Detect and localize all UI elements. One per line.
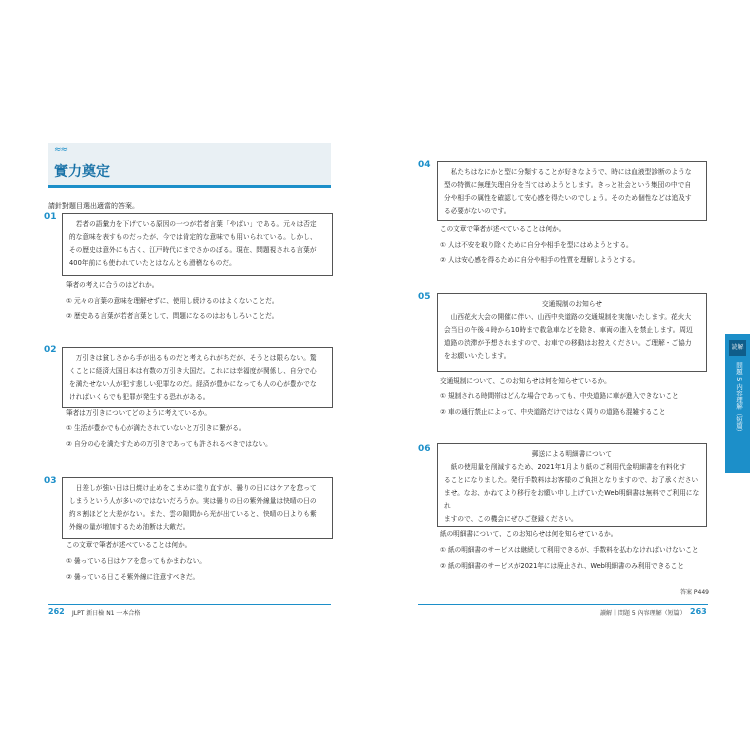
- passage-line: その歴史は意外にも古く、江戸時代にまでさかのぼる。現在、問題視される言葉が: [69, 246, 317, 254]
- passage-line: ければいくらでも犯罪が発生する恐れがある。: [69, 393, 210, 401]
- passage-line: 万引きは貧しさから手が出るものだと考えられがちだが、そうとは限らない。驚: [69, 354, 317, 362]
- passage-line: しまうという人が多いのではないだろうか。実は曇りの日の紫外線量は快晴の日の: [69, 497, 317, 505]
- option-1: ① 人は不安を取り除くために自分や相手を型にはめようとする。: [440, 241, 633, 249]
- answer-reference: 答案 P449: [680, 589, 709, 596]
- question-text: 交通規制について、このお知らせは何を知らせているか。: [440, 377, 611, 385]
- option-1: ① 曇っている日はケアを怠ってもかまわない。: [66, 557, 206, 565]
- question-text: この文章で筆者が述べていることは何か。: [440, 225, 566, 233]
- question-text: 筆者は万引きについてどのように考えているか。: [66, 409, 211, 417]
- question-text: 筆者の考えに合うのはどれか。: [66, 281, 159, 289]
- notice-box: [437, 293, 707, 372]
- book-title: JLPT 新日檢 N1 一本合格: [72, 610, 141, 617]
- passage-line: 約８割ほどと大差がない。また、雲の隙間から光が出ていると、快晴の日よりも紫: [69, 510, 317, 518]
- option-1: ① 生活が豊かでも心が満たされていないと万引きに繋がる。: [66, 424, 246, 432]
- option-2: ② 自分の心を満たすための万引きであっても許されるべきではない。: [66, 440, 272, 448]
- passage-line: 私たちはなにかと型に分類することが好きなようで、時には血液型診断のような: [444, 168, 692, 176]
- passage-line: ることになりました。発行手数料はお客様のご負担となりますので、お了承ください: [444, 476, 699, 484]
- passage-line: 的な意味を表すものだったが、今では肯定的な意味でも用いられている。しかし、: [69, 233, 317, 241]
- question-number: 06: [418, 444, 431, 454]
- option-1: ① 元々の言葉の意味を理解せずに、使用し続けるのはよくないことだ。: [66, 297, 279, 305]
- question-number: 05: [418, 292, 431, 302]
- instructions: 請針對題目選出適當的答案。: [48, 202, 139, 210]
- chapter-tab-label: 読解: [729, 340, 746, 356]
- passage-line: 日差しが強い日は日焼け止めをこまめに塗り直すが、曇りの日にはケアを怠って: [69, 484, 317, 492]
- question-text: 紙の明細書について、このお知らせは何を知らせているか。: [440, 530, 618, 538]
- page-number-right: 263: [690, 607, 707, 616]
- passage-line: 分や相手の属性を確認して安心感を得たいのでしょう。そのため個性などは追及す: [444, 194, 692, 202]
- section-title: 讀解｜問題 5 內容理解（短篇）: [600, 610, 686, 617]
- question-number: 02: [44, 345, 57, 355]
- passage-line: 山西花火大会の開催に伴い、山西中央道路の交通規制を実施いたします。花火大: [444, 313, 692, 321]
- option-1: ① 紙の明細書のサービスは継続して利用できるが、手数料を払わなければいけないこと: [440, 546, 699, 554]
- passage-line: 会当日の午後４時から10時まで救急車などを除き、車両の進入を禁止します。周辺: [444, 326, 693, 334]
- notice-box: [437, 443, 707, 527]
- passage-box: [437, 161, 707, 221]
- passage-box: [62, 213, 333, 276]
- passage-line: をお願いいたします。: [444, 352, 511, 360]
- passage-line: 紙の使用量を削減するため、2021年1月より紙のご利用代金明細書を有料化す: [444, 463, 687, 471]
- passage-line: くことに経済大国日本は有数の万引き大国だ。これには幸福度が関係し、自分で心: [69, 367, 317, 375]
- footer-rule: [48, 604, 331, 605]
- passage-line: る必要がないのです。: [444, 207, 511, 215]
- question-number: 01: [44, 212, 57, 222]
- passage-box: [62, 477, 333, 539]
- page-title: 實力奠定: [54, 164, 110, 180]
- question-number: 03: [44, 476, 57, 486]
- passage-line: を満たせない人が犯す悲しい犯罪なのだ。経済が豊かになっても人の心が豊かでな: [69, 380, 317, 388]
- passage-line: ませ。なお、かねてより移行をお願い申し上げていたWeb明細書は無料でご利用になれ: [444, 489, 700, 510]
- passage-line: ますので、この機会にぜひご登録ください。: [444, 515, 578, 523]
- option-2: ② 人は安心感を得るために自分や相手の性質を理解しようとする。: [440, 256, 640, 264]
- notice-title: 交通規制のお知らせ: [541, 300, 603, 308]
- option-2: ② 歴史ある言葉が若者言葉として、問題になるのはおもしろいことだ。: [66, 312, 279, 320]
- chapter-tab-text: 問題 5 内容理解（短篇）: [735, 362, 743, 436]
- option-1: ① 規制される時間帯はどんな場合であっても、中央道路に車が進入できないこと: [440, 392, 679, 400]
- option-2: ② 車の通行禁止によって、中央道路だけではなく周りの道路も混雑すること: [440, 408, 666, 416]
- passage-line: 若者の語彙力を下げている原因の一つが若者言葉「やばい」である。元々は否定: [69, 220, 317, 228]
- passage-box: [62, 347, 333, 408]
- page-number-left: 262: [48, 607, 65, 616]
- question-text: この文章で筆者が述べていることは何か。: [66, 541, 192, 549]
- passage-line: 型の特徴に無理矢理自分を当てはめようとします。きっと社会という集団の中で自: [444, 181, 692, 189]
- wave-icon: ≈≈: [54, 145, 68, 155]
- passage-line: 外線の量が増加するため油断は大敵だ。: [69, 523, 190, 531]
- question-number: 04: [418, 160, 431, 170]
- option-2: ② 曇っている日こそ紫外線に注意すべきだ。: [66, 573, 200, 581]
- passage-line: 400年前にも使われていたとはなんとも滑稽なものだ。: [69, 259, 236, 267]
- notice-title: 郵送による明細書について: [531, 450, 613, 458]
- footer-rule: [418, 604, 708, 605]
- option-2: ② 紙の明細書のサービスが2021年には廃止され、Web明細書のみ利用できること: [440, 562, 684, 570]
- passage-line: 道路の渋滞が予想されますので、お車での移動はお控えください。ご理解・ご協力: [444, 339, 692, 347]
